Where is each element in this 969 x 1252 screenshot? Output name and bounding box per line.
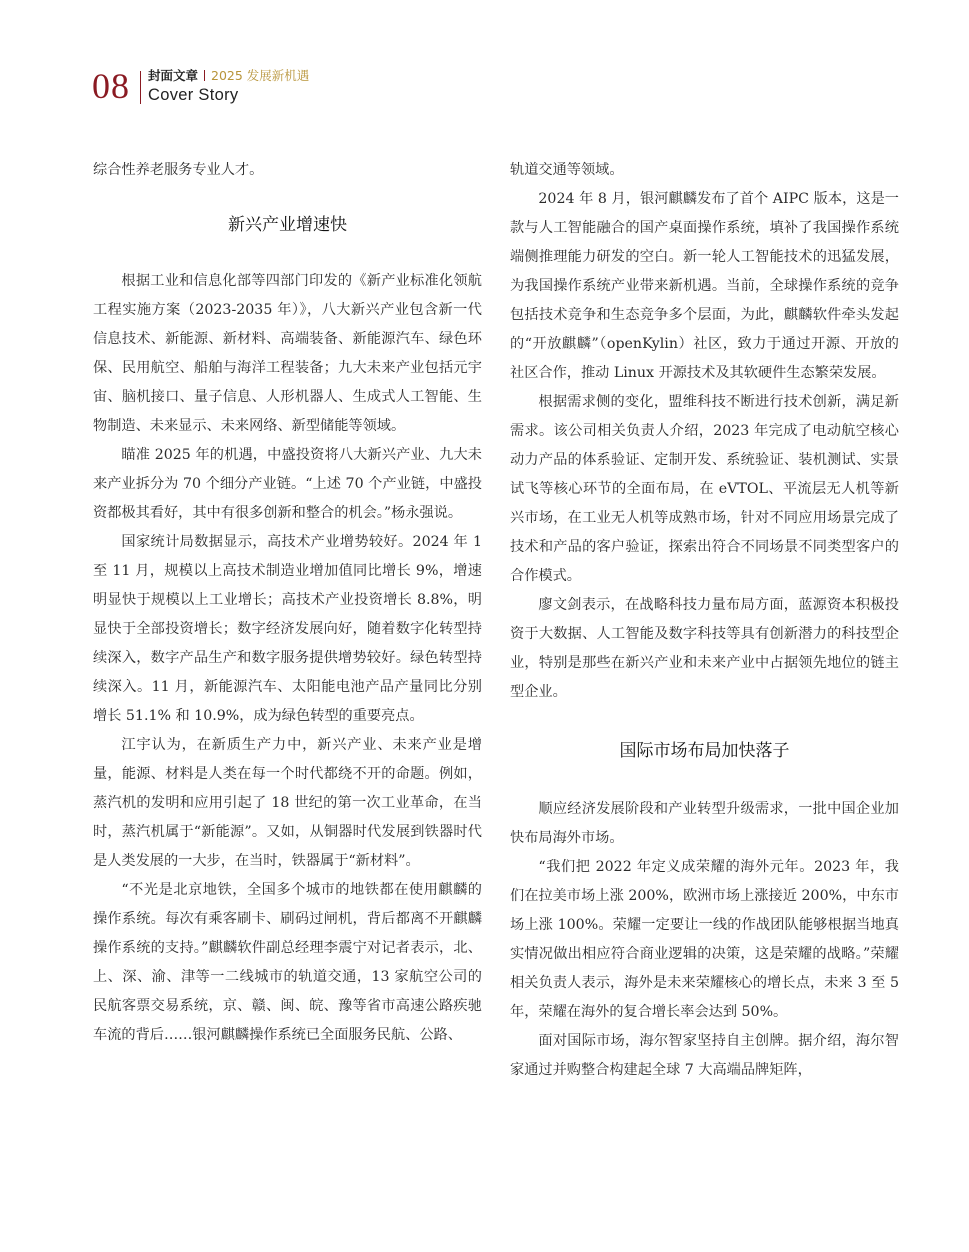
right-column [510,156,899,1085]
paragraph: “我们把 2022 年定义成荣耀的海外元年。2023 年，我们在拉美市场上涨 200%，欧洲市场上涨接近 200%，中东市场上涨 100%。荣耀一定要让一线的作战团队能够根据当地真实情况做出相应符合商业逻辑的决策，这是荣耀的战略。”荣耀相关负责人表示，海外是未来荣耀核心的增长点，未来 3 至 5 年，荣耀在海外的复合增长率会达到 50%。 [510,859,899,1020]
section-name-en: Cover Story [148,86,239,104]
paragraph: 根据需求侧的变化，盟维科技不断进行技术创新，满足新需求。该公司相关负责人介绍，2023 年完成了电动航空核心动力产品的体系验证、定制开发、系统验证、装机测试、实景试飞等核心环节的全面布局，在 eVTOL、平流层无人机等新兴市场，在工业无人机等成熟市场，针对不同应用场景完成了技术和产品的客户验证，探索出符合不同场景不同类型客户的合作模式。 [510,394,899,584]
section-heading: 国际市场布局加快落子 [619,741,790,761]
section-title-line [148,68,309,84]
paragraph: 国家统计局数据显示，高技术产业增势较好。2024 年 1 至 11 月，规模以上高技术制造业增加值同比增长 9%，增速明显快于规模以上工业增长；高技术产业投资增长 8.8%，明显快于全部投资增长；数字经济发展向好，随着数字化转型持续深入，数字产品生产和数字服务提供增势较好。绿色转型持续深入。11 月，新能源汽车、太阳能电池产品产量同比分别增长 51.1% 和 10.9%，成为绿色转型的重要亮点。 [93,534,482,724]
section-name-cn: 封面文章 [148,68,199,83]
page-number: 08 [92,66,130,106]
header-divider [140,71,141,104]
paragraph: 根据工业和信息化部等四部门印发的《新产业标准化领航工程实施方案（2023-2035 年）》，八大新兴产业包含新一代信息技术、新能源、新材料、高端装备、新能源汽车、绿色环保、民用航空、船舶与海洋工程装备；九大未来产业包括元宇宙、脑机接口、量子信息、人形机器人、生成式人工智能、生物制造、未来显示、未来网络、新型储能等领域。 [93,273,482,434]
paragraph: 江宇认为，在新质生产力中，新兴产业、未来产业是增量，能源、材料是人类在每一个时代都绕不开的命题。例如，蒸汽机的发明和应用引起了 18 世纪的第一次工业革命，在当时，蒸汽机属于“新能源”。又如，从铜器时代发展到铁器时代是人类发展的一大步，在当时，铁器属于“新材料”。 [93,737,482,869]
section-topic: 2025 发展新机遇 [211,68,310,83]
paragraph: 瞄准 2025 年的机遇，中盛投资将八大新兴产业、九大未来产业拆分为 70 个细分产业链。“上述 70 个产业链，中盛投资都极其看好，其中有很多创新和整合的机会。”杨永强说。 [93,447,482,521]
paragraph: 2024 年 8 月，银河麒麟发布了首个 AIPC 版本，这是一款与人工智能融合的国产桌面操作系统，填补了我国操作系统端侧推理能力研发的空白。新一轮人工智能技术的迅猛发展，为我国操作系统产业带来新机遇。当前，全球操作系统的竞争包括技术竞争和生态竞争多个层面，为此，麒麟软件牵头发起的“开放麒麟”（openKylin）社区，致力于通过开源、开放的社区合作，推动 Linux 开源技术及其软硬件生态繁荣发展。 [510,191,899,381]
paragraph: 廖文剑表示，在战略科技力量布局方面，蓝源资本积极投资于大数据、人工智能及数字科技等具有创新潜力的科技型企业，特别是那些在新兴产业和未来产业中占据领先地位的链主型企业。 [510,597,899,700]
paragraph: 综合性养老服务专业人才。 [93,162,264,178]
section-separator [204,70,205,81]
paragraph: “不光是北京地铁，全国多个城市的地铁都在使用麒麟的操作系统。每次有乘客刷卡、刷码过闸机，背后都离不开麒麟操作系统的支持。”麒麟软件副总经理李震宁对记者表示，北、上、深、渝、津等一二线城市的轨道交通，13 家航空公司的民航客票交易系统，京、赣、闽、皖、豫等省市高速公路疾驰车流的背后……银河麒麟操作系统已全面服务民航、公路、 [93,882,482,1043]
left-column [93,156,482,1050]
section-heading: 新兴产业增速快 [228,215,347,235]
paragraph: 面对国际市场，海尔智家坚持自主创牌。据介绍，海尔智家通过并购整合构建起全球 7 大高端品牌矩阵， [510,1033,899,1078]
paragraph: 轨道交通等领域。 [510,162,624,178]
paragraph: 顺应经济发展阶段和产业转型升级需求，一批中国企业加快布局海外市场。 [510,801,899,846]
